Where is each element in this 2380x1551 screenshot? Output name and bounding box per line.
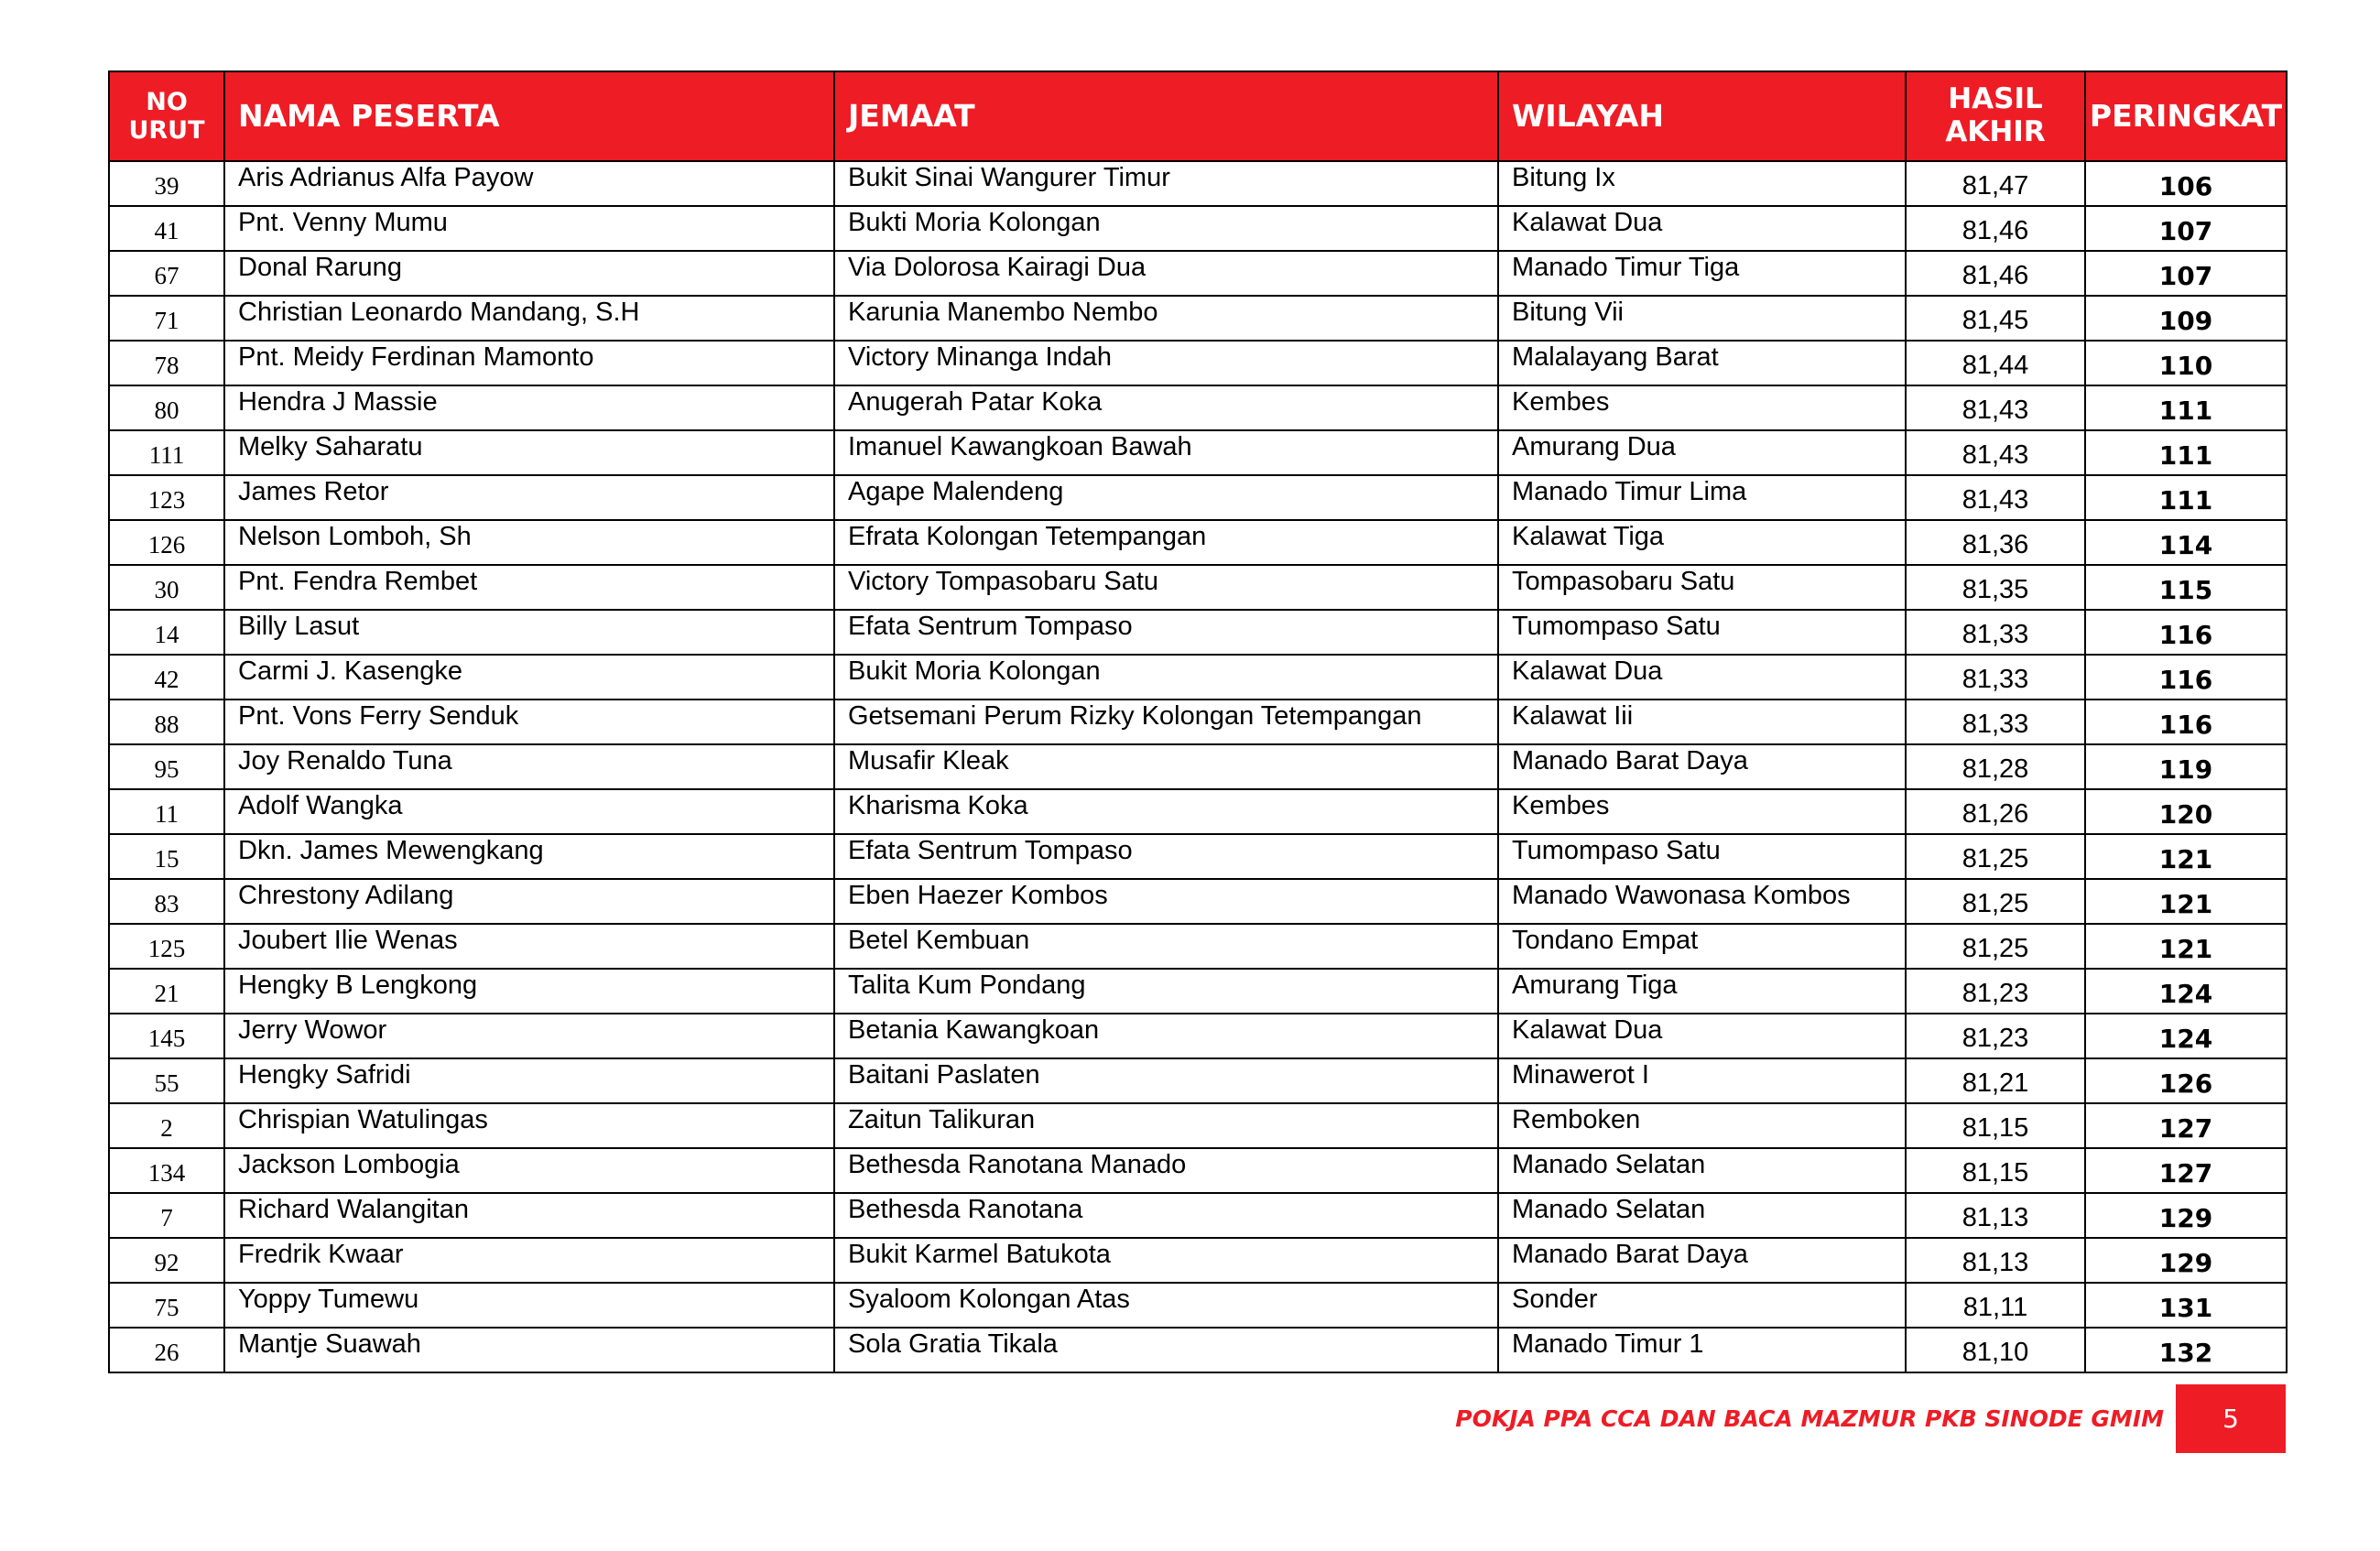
cell-peringkat: 127 xyxy=(2085,1148,2287,1193)
cell-jemaat: Bukit Moria Kolongan xyxy=(834,655,1498,700)
cell-jemaat: Betania Kawangkoan xyxy=(834,1014,1498,1058)
cell-no-urut: 30 xyxy=(109,565,224,610)
cell-no-urut: 145 xyxy=(109,1014,224,1058)
table-row xyxy=(109,879,2287,924)
cell-peringkat: 132 xyxy=(2085,1328,2287,1372)
cell-nama-peserta: Melky Saharatu xyxy=(224,430,834,475)
cell-peringkat: 129 xyxy=(2085,1193,2287,1238)
cell-wilayah: Kalawat Iii xyxy=(1498,700,1906,744)
cell-wilayah: Minawerot I xyxy=(1498,1058,1906,1103)
cell-wilayah: Manado Timur Tiga xyxy=(1498,251,1906,296)
cell-no-urut: 88 xyxy=(109,700,224,744)
cell-jemaat: Musafir Kleak xyxy=(834,744,1498,789)
table-row xyxy=(109,1238,2287,1283)
cell-jemaat: Syaloom Kolongan Atas xyxy=(834,1283,1498,1328)
cell-hasil-akhir: 81,33 xyxy=(1906,610,2085,655)
table-row xyxy=(109,1193,2287,1238)
cell-hasil-akhir: 81,10 xyxy=(1906,1328,2085,1372)
cell-no-urut: 7 xyxy=(109,1193,224,1238)
cell-wilayah: Kembes xyxy=(1498,789,1906,834)
cell-no-urut: 71 xyxy=(109,296,224,341)
cell-peringkat: 110 xyxy=(2085,341,2287,385)
cell-jemaat: Getsemani Perum Rizky Kolongan Tetempangan xyxy=(834,700,1498,744)
cell-no-urut: 75 xyxy=(109,1283,224,1328)
cell-peringkat: 124 xyxy=(2085,1014,2287,1058)
cell-hasil-akhir: 81,43 xyxy=(1906,385,2085,430)
table-row xyxy=(109,341,2287,385)
cell-nama-peserta: Jerry Wowor xyxy=(224,1014,834,1058)
cell-peringkat: 121 xyxy=(2085,834,2287,879)
cell-nama-peserta: Carmi J. Kasengke xyxy=(224,655,834,700)
cell-peringkat: 131 xyxy=(2085,1283,2287,1328)
cell-jemaat: Eben Haezer Kombos xyxy=(834,879,1498,924)
cell-wilayah: Bitung Ix xyxy=(1498,161,1906,206)
cell-no-urut: 26 xyxy=(109,1328,224,1372)
cell-wilayah: Sonder xyxy=(1498,1283,1906,1328)
cell-no-urut: 134 xyxy=(109,1148,224,1193)
cell-no-urut: 42 xyxy=(109,655,224,700)
cell-no-urut: 123 xyxy=(109,475,224,520)
cell-nama-peserta: Fredrik Kwaar xyxy=(224,1238,834,1283)
table-header-row xyxy=(109,71,2287,161)
cell-nama-peserta: Dkn. James Mewengkang xyxy=(224,834,834,879)
table-row xyxy=(109,789,2287,834)
table-row xyxy=(109,430,2287,475)
cell-hasil-akhir: 81,35 xyxy=(1906,565,2085,610)
table-row xyxy=(109,700,2287,744)
cell-hasil-akhir: 81,25 xyxy=(1906,924,2085,969)
cell-nama-peserta: Mantje Suawah xyxy=(224,1328,834,1372)
table-row xyxy=(109,1283,2287,1328)
cell-nama-peserta: Pnt. Venny Mumu xyxy=(224,206,834,251)
cell-hasil-akhir: 81,11 xyxy=(1906,1283,2085,1328)
cell-hasil-akhir: 81,25 xyxy=(1906,879,2085,924)
cell-no-urut: 80 xyxy=(109,385,224,430)
cell-nama-peserta: Hengky Safridi xyxy=(224,1058,834,1103)
cell-wilayah: Manado Barat Daya xyxy=(1498,1238,1906,1283)
cell-jemaat: Agape Malendeng xyxy=(834,475,1498,520)
cell-jemaat: Efrata Kolongan Tetempangan xyxy=(834,520,1498,565)
cell-nama-peserta: Yoppy Tumewu xyxy=(224,1283,834,1328)
cell-peringkat: 107 xyxy=(2085,251,2287,296)
header-no-line2: URUT xyxy=(128,116,205,145)
cell-no-urut: 125 xyxy=(109,924,224,969)
cell-peringkat: 114 xyxy=(2085,520,2287,565)
footer-title: POKJA PPA CCA DAN BACA MAZMUR PKB SINODE GMIM xyxy=(1455,1405,2164,1432)
cell-peringkat: 120 xyxy=(2085,789,2287,834)
cell-hasil-akhir: 81,43 xyxy=(1906,430,2085,475)
cell-hasil-akhir: 81,44 xyxy=(1906,341,2085,385)
cell-jemaat: Bukit Karmel Batukota xyxy=(834,1238,1498,1283)
cell-nama-peserta: Pnt. Vons Ferry Senduk xyxy=(224,700,834,744)
cell-wilayah: Manado Barat Daya xyxy=(1498,744,1906,789)
results-table xyxy=(108,70,2288,1373)
cell-jemaat: Efata Sentrum Tompaso xyxy=(834,610,1498,655)
cell-nama-peserta: Hengky B Lengkong xyxy=(224,969,834,1014)
cell-wilayah: Amurang Tiga xyxy=(1498,969,1906,1014)
cell-wilayah: Kembes xyxy=(1498,385,1906,430)
page-number: 5 xyxy=(2222,1404,2239,1434)
cell-peringkat: 111 xyxy=(2085,475,2287,520)
cell-hasil-akhir: 81,28 xyxy=(1906,744,2085,789)
cell-jemaat: Bukti Moria Kolongan xyxy=(834,206,1498,251)
table-row xyxy=(109,161,2287,206)
table-row xyxy=(109,1058,2287,1103)
cell-hasil-akhir: 81,13 xyxy=(1906,1193,2085,1238)
cell-nama-peserta: Aris Adrianus Alfa Payow xyxy=(224,161,834,206)
cell-no-urut: 39 xyxy=(109,161,224,206)
cell-peringkat: 115 xyxy=(2085,565,2287,610)
cell-nama-peserta: Donal Rarung xyxy=(224,251,834,296)
cell-hasil-akhir: 81,47 xyxy=(1906,161,2085,206)
table-row xyxy=(109,834,2287,879)
cell-hasil-akhir: 81,33 xyxy=(1906,700,2085,744)
cell-peringkat: 126 xyxy=(2085,1058,2287,1103)
table-row xyxy=(109,610,2287,655)
cell-hasil-akhir: 81,13 xyxy=(1906,1238,2085,1283)
header-score-line2: AKHIR xyxy=(1945,115,2046,148)
table-row xyxy=(109,1103,2287,1148)
cell-jemaat: Zaitun Talikuran xyxy=(834,1103,1498,1148)
cell-wilayah: Amurang Dua xyxy=(1498,430,1906,475)
cell-jemaat: Anugerah Patar Koka xyxy=(834,385,1498,430)
cell-jemaat: Bethesda Ranotana xyxy=(834,1193,1498,1238)
cell-hasil-akhir: 81,23 xyxy=(1906,969,2085,1014)
cell-no-urut: 2 xyxy=(109,1103,224,1148)
table-row xyxy=(109,1148,2287,1193)
cell-peringkat: 109 xyxy=(2085,296,2287,341)
table-body xyxy=(109,161,2287,1372)
header-score-line1: HASIL xyxy=(1948,82,2043,116)
header-hasil-akhir xyxy=(1906,71,2085,161)
cell-no-urut: 126 xyxy=(109,520,224,565)
cell-hasil-akhir: 81,46 xyxy=(1906,251,2085,296)
header-no-urut xyxy=(109,71,224,161)
cell-jemaat: Bethesda Ranotana Manado xyxy=(834,1148,1498,1193)
cell-peringkat: 116 xyxy=(2085,655,2287,700)
table-row xyxy=(109,1328,2287,1372)
cell-hasil-akhir: 81,36 xyxy=(1906,520,2085,565)
cell-wilayah: Malalayang Barat xyxy=(1498,341,1906,385)
cell-hasil-akhir: 81,15 xyxy=(1906,1103,2085,1148)
cell-nama-peserta: Chrestony Adilang xyxy=(224,879,834,924)
cell-no-urut: 78 xyxy=(109,341,224,385)
cell-wilayah: Kalawat Dua xyxy=(1498,206,1906,251)
cell-jemaat: Betel Kembuan xyxy=(834,924,1498,969)
table-row xyxy=(109,969,2287,1014)
cell-peringkat: 127 xyxy=(2085,1103,2287,1148)
cell-jemaat: Karunia Manembo Nembo xyxy=(834,296,1498,341)
cell-hasil-akhir: 81,23 xyxy=(1906,1014,2085,1058)
table-row xyxy=(109,1014,2287,1058)
cell-no-urut: 92 xyxy=(109,1238,224,1283)
cell-wilayah: Manado Selatan xyxy=(1498,1148,1906,1193)
cell-wilayah: Manado Selatan xyxy=(1498,1193,1906,1238)
cell-jemaat: Via Dolorosa Kairagi Dua xyxy=(834,251,1498,296)
cell-jemaat: Bukit Sinai Wangurer Timur xyxy=(834,161,1498,206)
cell-hasil-akhir: 81,15 xyxy=(1906,1148,2085,1193)
cell-jemaat: Victory Minanga Indah xyxy=(834,341,1498,385)
cell-wilayah: Manado Timur 1 xyxy=(1498,1328,1906,1372)
cell-peringkat: 107 xyxy=(2085,206,2287,251)
cell-hasil-akhir: 81,25 xyxy=(1906,834,2085,879)
header-nama-peserta: NAMA PESERTA xyxy=(224,71,834,161)
cell-no-urut: 21 xyxy=(109,969,224,1014)
cell-nama-peserta: Pnt. Fendra Rembet xyxy=(224,565,834,610)
cell-jemaat: Baitani Paslaten xyxy=(834,1058,1498,1103)
cell-no-urut: 15 xyxy=(109,834,224,879)
cell-nama-peserta: Nelson Lomboh, Sh xyxy=(224,520,834,565)
cell-nama-peserta: Hendra J Massie xyxy=(224,385,834,430)
cell-wilayah: Kalawat Dua xyxy=(1498,1014,1906,1058)
table-row xyxy=(109,475,2287,520)
table-row xyxy=(109,655,2287,700)
table-row xyxy=(109,251,2287,296)
cell-hasil-akhir: 81,26 xyxy=(1906,789,2085,834)
header-jemaat: JEMAAT xyxy=(834,71,1498,161)
cell-peringkat: 106 xyxy=(2085,161,2287,206)
cell-jemaat: Sola Gratia Tikala xyxy=(834,1328,1498,1372)
cell-nama-peserta: Joubert Ilie Wenas xyxy=(224,924,834,969)
cell-nama-peserta: Richard Walangitan xyxy=(224,1193,834,1238)
cell-wilayah: Remboken xyxy=(1498,1103,1906,1148)
cell-hasil-akhir: 81,21 xyxy=(1906,1058,2085,1103)
cell-nama-peserta: Christian Leonardo Mandang, S.H xyxy=(224,296,834,341)
cell-peringkat: 129 xyxy=(2085,1238,2287,1283)
cell-peringkat: 116 xyxy=(2085,700,2287,744)
cell-jemaat: Victory Tompasobaru Satu xyxy=(834,565,1498,610)
cell-nama-peserta: Billy Lasut xyxy=(224,610,834,655)
cell-jemaat: Kharisma Koka xyxy=(834,789,1498,834)
cell-nama-peserta: Pnt. Meidy Ferdinan Mamonto xyxy=(224,341,834,385)
table-row xyxy=(109,385,2287,430)
cell-nama-peserta: Jackson Lombogia xyxy=(224,1148,834,1193)
cell-no-urut: 11 xyxy=(109,789,224,834)
cell-peringkat: 121 xyxy=(2085,924,2287,969)
cell-nama-peserta: James Retor xyxy=(224,475,834,520)
cell-hasil-akhir: 81,33 xyxy=(1906,655,2085,700)
cell-no-urut: 14 xyxy=(109,610,224,655)
page-number-badge xyxy=(2176,1384,2286,1453)
cell-no-urut: 95 xyxy=(109,744,224,789)
cell-peringkat: 111 xyxy=(2085,385,2287,430)
header-no-line1: NO xyxy=(146,87,188,116)
cell-no-urut: 111 xyxy=(109,430,224,475)
cell-no-urut: 67 xyxy=(109,251,224,296)
cell-wilayah: Tumompaso Satu xyxy=(1498,610,1906,655)
cell-wilayah: Bitung Vii xyxy=(1498,296,1906,341)
cell-peringkat: 111 xyxy=(2085,430,2287,475)
table-row xyxy=(109,924,2287,969)
cell-no-urut: 41 xyxy=(109,206,224,251)
cell-hasil-akhir: 81,46 xyxy=(1906,206,2085,251)
cell-peringkat: 124 xyxy=(2085,969,2287,1014)
cell-wilayah: Tondano Empat xyxy=(1498,924,1906,969)
table-row xyxy=(109,744,2287,789)
cell-peringkat: 119 xyxy=(2085,744,2287,789)
cell-wilayah: Manado Wawonasa Kombos xyxy=(1498,879,1906,924)
table-row xyxy=(109,520,2287,565)
table-row xyxy=(109,296,2287,341)
cell-wilayah: Kalawat Dua xyxy=(1498,655,1906,700)
cell-hasil-akhir: 81,43 xyxy=(1906,475,2085,520)
cell-nama-peserta: Chrispian Watulingas xyxy=(224,1103,834,1148)
cell-hasil-akhir: 81,45 xyxy=(1906,296,2085,341)
cell-wilayah: Manado Timur Lima xyxy=(1498,475,1906,520)
cell-nama-peserta: Adolf Wangka xyxy=(224,789,834,834)
cell-peringkat: 121 xyxy=(2085,879,2287,924)
cell-no-urut: 55 xyxy=(109,1058,224,1103)
header-wilayah: WILAYAH xyxy=(1498,71,1906,161)
cell-jemaat: Imanuel Kawangkoan Bawah xyxy=(834,430,1498,475)
cell-wilayah: Kalawat Tiga xyxy=(1498,520,1906,565)
cell-jemaat: Efata Sentrum Tompaso xyxy=(834,834,1498,879)
table-row xyxy=(109,206,2287,251)
cell-jemaat: Talita Kum Pondang xyxy=(834,969,1498,1014)
header-peringkat: PERINGKAT xyxy=(2085,71,2287,161)
table-row xyxy=(109,565,2287,610)
cell-wilayah: Tumompaso Satu xyxy=(1498,834,1906,879)
cell-wilayah: Tompasobaru Satu xyxy=(1498,565,1906,610)
cell-nama-peserta: Joy Renaldo Tuna xyxy=(224,744,834,789)
cell-no-urut: 83 xyxy=(109,879,224,924)
cell-peringkat: 116 xyxy=(2085,610,2287,655)
